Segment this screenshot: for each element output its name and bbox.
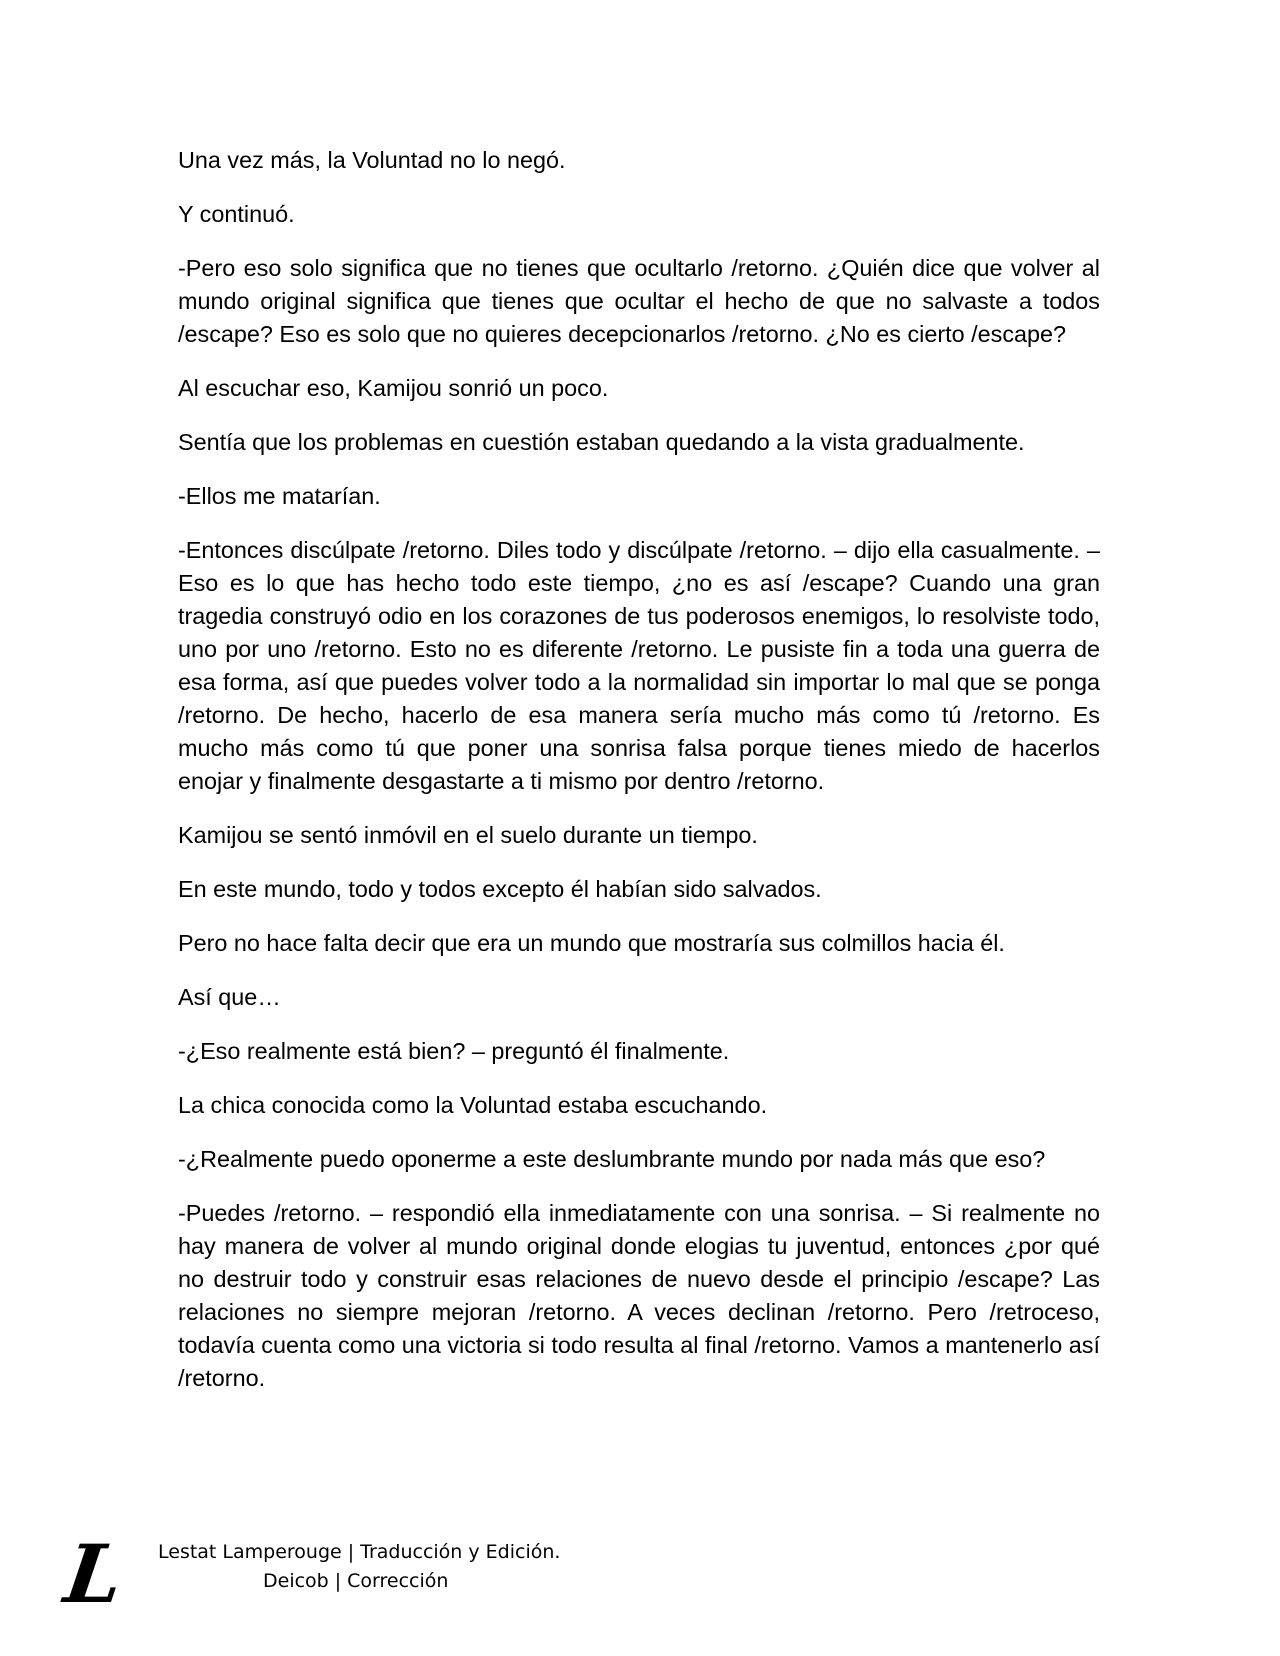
gothic-L-logo-icon: L (59, 1527, 129, 1621)
credit-separator: | (334, 1570, 342, 1592)
credit-line-translator (158, 1538, 560, 1567)
paragraph-15: -Puedes /retorno. – respondió ella inmediatamente con una sonrisa. – Si realmente no hay manera de volver al mundo original donde elogias tu juventud, entonces ¿por qué no destruir todo y construir esas relaciones de nuevo desde el principio /escape? Las relaciones no siempre mejoran /retorno. A veces declinan /retorno. Pero /retroceso, todavía cuenta como una victoria si todo resulta al final /retorno. Vamos a mantenerlo así /retorno. (178, 1200, 1100, 1391)
paragraph-11: Así que… (178, 984, 281, 1010)
credit-role: Corrección (347, 1570, 449, 1592)
credit-name: Deicob (263, 1570, 329, 1592)
page-footer (0, 1527, 1280, 1656)
paragraph-2: Y continuó. (178, 201, 295, 227)
paragraph-3: -Pero eso solo significa que no tienes que ocultarlo /retorno. ¿Quién dice que volver al mundo original significa que tienes que ocultar el hecho de que no salvaste a todos /escape? Eso es solo que no quieres decepcionarlos /retorno. ¿No es cierto /escape? (178, 255, 1100, 347)
paragraph-5: Sentía que los problemas en cuestión estaban quedando a la vista gradualmente. (178, 429, 1025, 455)
paragraph-12: -¿Eso realmente está bien? – preguntó él finalmente. (178, 1038, 730, 1064)
credit-separator: | (347, 1541, 355, 1563)
paragraph-7: -Entonces discúlpate /retorno. Diles todo y discúlpate /retorno. – dijo ella casualmente. – Eso es lo que has hecho todo este tiempo, ¿no es así /escape? Cuando una gran tragedia construyó odio en los corazones de tus poderosos enemigos, lo resolviste todo, uno por uno /retorno. Esto no es diferente /retorno. Le pusiste fin a toda una guerra de esa forma, así que puedes volver todo a la normalidad sin importar lo mal que se ponga /retorno. De hecho, hacerlo de esa manera sería mucho más como tú /retorno. Es mucho más como tú que poner una sonrisa falsa porque tienes miedo de hacerlos enojar y finalmente desgastarte a ti mismo por dentro /retorno. (178, 537, 1100, 794)
paragraph-4: Al escuchar eso, Kamijou sonrió un poco. (178, 375, 609, 401)
credit-role: Traducción y Edición. (360, 1541, 561, 1563)
paragraph-9: En este mundo, todo y todos excepto él habían sido salvados. (178, 876, 822, 902)
paragraph-6: -Ellos me matarían. (178, 483, 381, 509)
paragraph-14: -¿Realmente puedo oponerme a este deslumbrante mundo por nada más que eso? (178, 1146, 1046, 1172)
paragraph-13: La chica conocida como la Voluntad estaba escuchando. (178, 1092, 768, 1118)
paragraph-8: Kamijou se sentó inmóvil en el suelo durante un tiempo. (178, 822, 758, 848)
footer-credits (158, 1538, 560, 1596)
credit-name: Lestat Lamperouge (158, 1541, 342, 1563)
paragraph-10: Pero no hace falta decir que era un mundo que mostraría sus colmillos hacia él. (178, 930, 1005, 956)
document-body (178, 144, 1100, 1416)
credit-line-proofreader (158, 1567, 560, 1596)
paragraph-1: Una vez más, la Voluntad no lo negó. (178, 147, 566, 173)
